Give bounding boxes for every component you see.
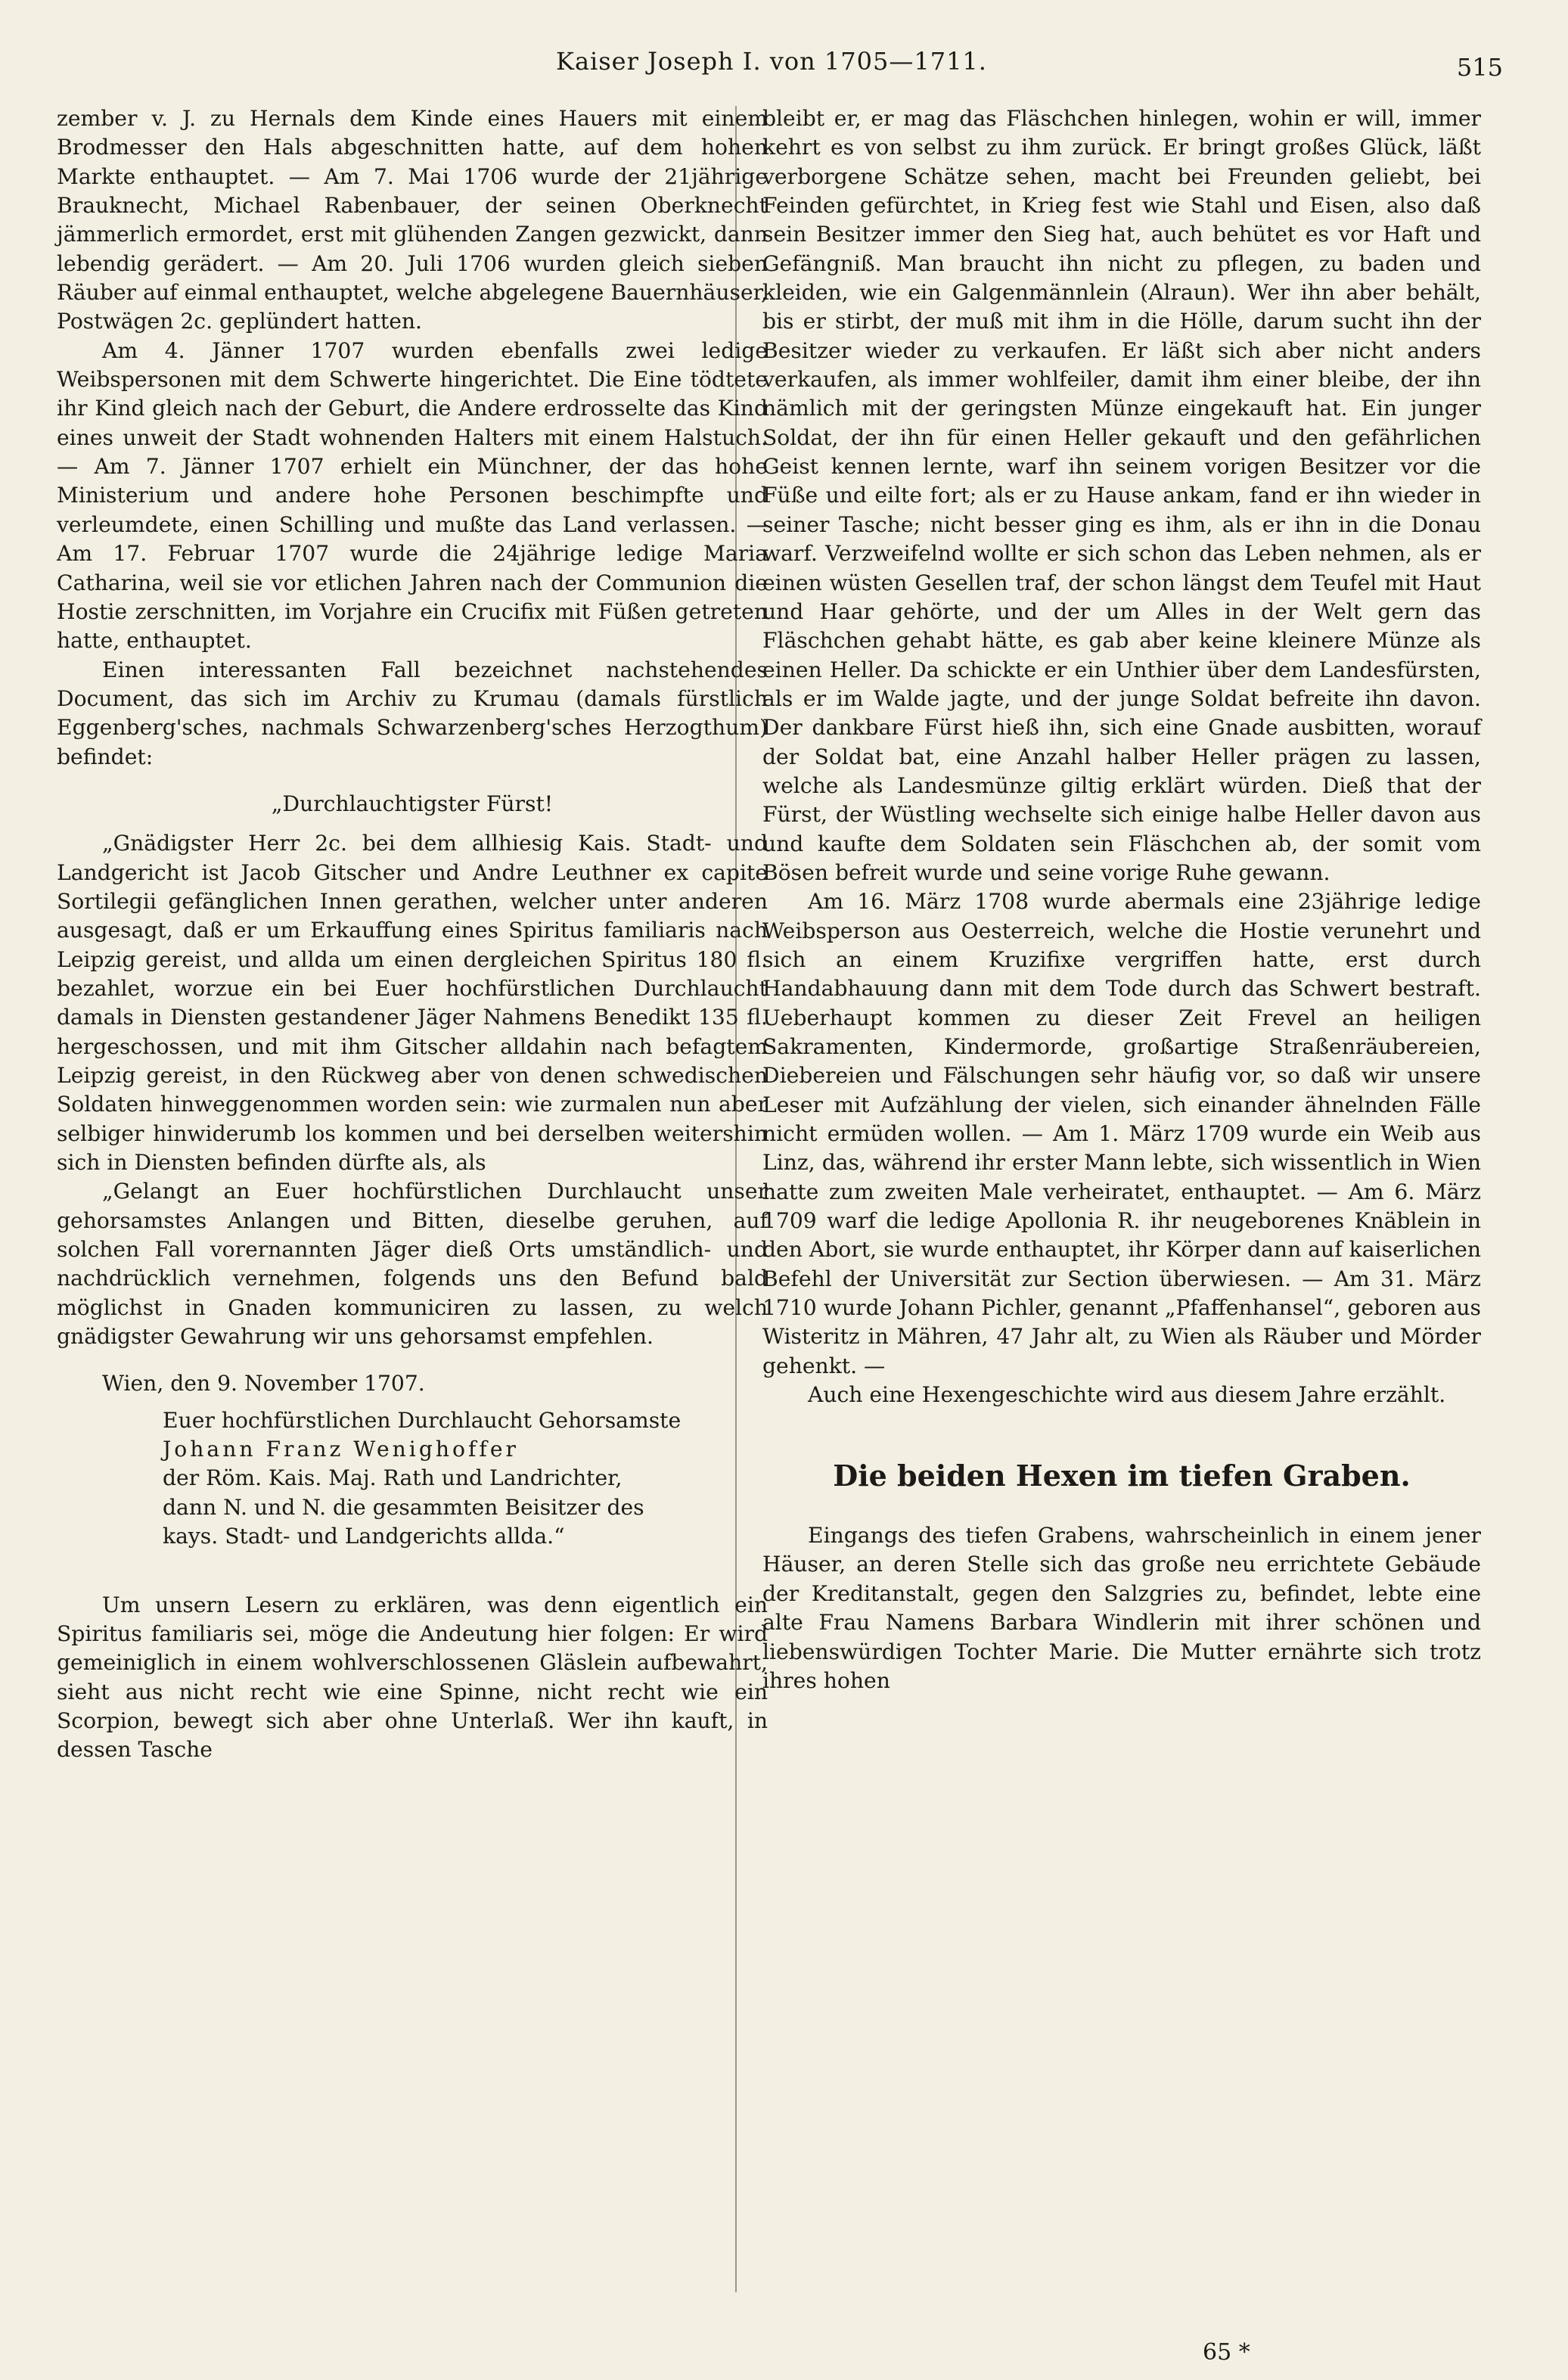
page-number: 515 bbox=[1456, 53, 1503, 82]
signature-line: Euer hochfürstlichen Durchlaucht Gehorsamste bbox=[163, 1407, 682, 1433]
signature-line: dann N. und N. die gesammten Beisitzer des bbox=[163, 1494, 644, 1520]
paragraph: Eingangs des tiefen Grabens, wahrscheinlich in einem jener Häuser, an deren Stelle sich das große neu errichtete Gebäude der Kreditanstalt, gegen den Salzgries zu, befindet, lebte eine alte Frau Namens Barbara Windlerin mit ihrer schönen und liebenswürdigen Tochter Marie. Die Mutter ernährte sich trotz ihres hohen bbox=[762, 1523, 1481, 1693]
paragraph: Einen interessanten Fall bezeichnet nachstehendes Document, das sich im Archiv zu Krumau (damals fürstlich Eggenberg'sches, nachmals Schwarzenberg'sches Herzogthum) befindet: bbox=[57, 657, 768, 769]
paragraph: Auch eine Hexengeschichte wird aus diesem Jahre erzählt. bbox=[808, 1382, 1446, 1408]
paragraph: zember v. J. zu Hernals dem Kinde eines Hauers mit einem Brodmesser den Hals abgeschnitten hatte, auf dem hohen Markte enthauptet. — Am 7. Mai 1706 wurde der 21jährige Brauknecht, Michael Rabenbauer, der seinen Oberknecht jämmerlich ermordet, erst mit glühenden Zangen gezwickt, dann lebendig gerädert. — Am 20. Juli 1706 wurden gleich sieben Räuber auf einmal enthauptet, welche abgelegene Bauernhäuser, Postwägen 2c. geplündert hatten. bbox=[57, 106, 768, 334]
left-column bbox=[57, 104, 768, 1765]
paragraph: bleibt er, er mag das Fläschchen hinlegen, wohin er will, immer kehrt es von selbst zu ihm zurück. Er bringt großes Glück, läßt verborgene Schätze sehen, macht bei Freunden geliebt, bei Feinden gefürchtet, in Krieg fest wie Stahl und Eisen, also daß sein Besitzer immer den Sieg hat, auch behütet es vor Haft und Gefängniß. Man braucht ihn nicht zu pflegen, zu baden und kleiden, wie ein Galgenmännlein (Alraun). Wer ihn aber behält, bis er stirbt, der muß mit ihm in die Hölle, darum sucht ihn der Besitzer wieder zu verkaufen. Er läßt sich aber nicht anders verkaufen, als immer wohlfeiler, damit ihm einer bleibe, der ihn nämlich mit der geringsten Münze eingekauft hat. Ein junger Soldat, der ihn für einen Heller gekauft und den gefährlichen Geist kennen lernte, warf ihn seinem vorigen Besitzer vor die Füße und eilte fort; als er zu Hause ankam, fand er ihn wieder in seiner Tasche; nicht besser ging es ihm, als er ihn in die Donau warf. Verzweifelnd wollte er sich schon das Leben nehmen, als er einen wüsten Gesellen traf, der schon längst dem Teufel mit Haut und Haar gehörte, und der um Alles in der Welt gern das Fläschchen gehabt hätte, es gab aber keine kleinere Münze als einen Heller. Da schickte er ein Unthier über dem Landesfürsten, als er im Walde jagte, und der junge Soldat befreite ihn davon. Der dankbare Fürst hieß ihn, sich eine Gnade ausbitten, worauf der Soldat bat, eine Anzahl halber Heller prägen zu lassen, welche als Landesmünze giltig erklärt würden. Dieß that der Fürst, der Wüstling wechselte sich einige halbe Heller davon aus und kaufte dem Soldaten sein Fläschchen ab, der somit vom Bösen befreit wurde und seine vorige Ruhe gewann. bbox=[762, 106, 1481, 885]
running-head: Kaiser Joseph I. von 1705—1711. bbox=[556, 47, 987, 76]
signature-line: Johann Franz Wenighoffer bbox=[163, 1437, 520, 1462]
letter-dateline: Wien, den 9. November 1707. bbox=[102, 1371, 425, 1397]
letter-salutation: „Durchlauchtigster Fürst! bbox=[271, 791, 554, 816]
section-heading: Die beiden Hexen im tiefen Graben. bbox=[833, 1459, 1411, 1493]
letter-signature bbox=[163, 1406, 768, 1552]
signature-mark: 65 * bbox=[1203, 2339, 1250, 2366]
letter-paragraph: „Gelangt an Euer hochfürstlichen Durchlaucht unser gehorsamstes Anlangen und Bitten, dieselbe geruhen, auf solchen Fall vorernannten Jäger dieß Orts umständlich- und nachdrücklich vernehmen, folgends uns den Befund bald möglichst in Gnaden kommuniciren zu lassen, zu welch gnädigster Gewahrung wir uns gehorsamst empfehlen. bbox=[57, 1179, 768, 1350]
letter-paragraph: „Gnädigster Herr 2c. bei dem allhiesig Kais. Stadt- und Landgericht ist Jacob Gitscher und Andre Leuthner ex capite Sortilegii gefänglichen Innen gerathen, welcher unter anderen ausgesagt, daß er um Erkauffung eines Spiritus familiaris nach Leipzig gereist, und allda um einen dergleichen Spiritus 180 fl. bezahlet, worzue ein bei Euer hochfürstlichen Durchlaucht damals in Diensten gestandener Jäger Nahmens Benedikt 135 fl. hergeschossen, und mit ihm Gitscher alldahin nach befagtem Leipzig gereist, in den Rückweg aber von denen schwedischen Soldaten hinweggenommen worden sein: wie zurmalen nun aber selbiger hinwiderumb los kommen und bei derselben weitershin sich in Diensten befinden dürfte als, als bbox=[57, 831, 768, 1176]
spacer bbox=[57, 1552, 768, 1591]
right-column bbox=[762, 104, 1481, 1695]
paragraph: Am 4. Jänner 1707 wurden ebenfalls zwei ledige Weibspersonen mit dem Schwerte hingerichtet. Die Eine tödtete ihr Kind gleich nach der Geburt, die Andere erdrosselte das Kind eines unweit der Stadt wohnenden Halters mit einem Halstuch. — Am 7. Jänner 1707 erhielt ein Münchner, der das hohe Ministerium und andere hohe Personen beschimpfte und verleumdete, einen Schilling und mußte das Land verlassen. — Am 17. Februar 1707 wurde die 24jährige ledige Maria Catharina, weil sie vor etlichen Jahren nach der Communion die Hostie zerschnitten, im Vorjahre ein Crucifix mit Füßen getreten hatte, enthauptet. bbox=[57, 337, 768, 654]
paragraph: Am 16. März 1708 wurde abermals eine 23jährige ledige Weibsperson aus Oesterreich, welche die Hostie verunehrt und sich an einem Kruzifixe vergriffen hatte, erst durch Handabhauung dann mit dem Tode durch das Schwert bestraft. Ueberhaupt kommen zu dieser Zeit Frevel an heiligen Sakramenten, Kindermorde, großartige Straßenräubereien, Diebereien und Fälschungen sehr häufig vor, so daß wir unsere Leser mit Aufzählung der vielen, sich einander ähnelnden Fälle nicht ermüden wollen. — Am 1. März 1709 wurde ein Weib aus Linz, das, während ihr erster Mann lebte, sich wissentlich in Wien hatte zum zweiten Male verheiratet, enthauptet. — Am 6. März 1709 warf die ledige Apollonia R. ihr neugeborenes Knäblein in den Abort, sie wurde enthauptet, ihr Körper dann auf kaiserlichen Befehl der Universität zur Section überwiesen. — Am 31. März 1710 wurde Johann Pichler, genannt „Pfaffenhansel“, geboren aus Wisteritz in Mähren, 47 Jahr alt, zu Wien als Räuber und Mörder gehenkt. — bbox=[762, 889, 1481, 1378]
signature-line: der Röm. Kais. Maj. Rath und Landrichter, bbox=[163, 1465, 623, 1491]
paragraph: Um unsern Lesern zu erklären, was denn eigentlich ein Spiritus familiaris sei, möge die Andeutung hier folgen: Er wird gemeiniglich in einem wohlverschlossenen Gläslein aufbewahrt, sieht aus nicht recht wie eine Spinne, nicht recht wie ein Scorpion, bewegt sich aber ohne Unterlaß. Wer ihn kauft, in dessen Tasche bbox=[57, 1592, 768, 1763]
signature-line: kays. Stadt- und Landgerichts allda.“ bbox=[163, 1524, 565, 1549]
